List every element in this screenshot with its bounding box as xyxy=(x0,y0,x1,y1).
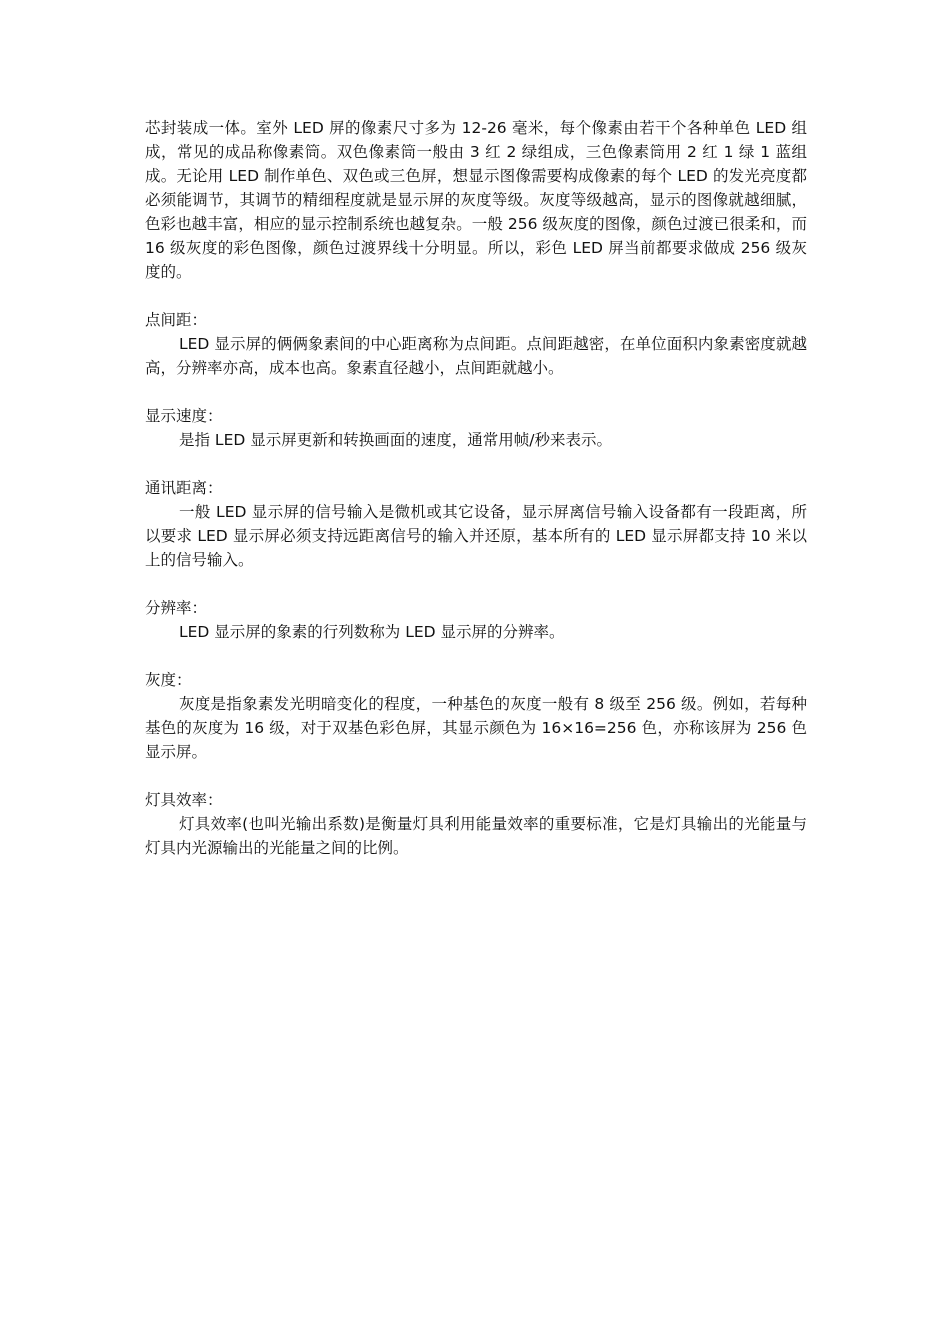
section-dot-pitch xyxy=(145,308,807,380)
section-body: LED 显示屏的俩俩象素间的中心距离称为点间距。点间距越密，在单位面积内象素密度就越高，分辨率亦高，成本也高。象素直径越小，点间距就越小。 xyxy=(145,335,807,377)
section-body: 灯具效率(也叫光输出系数)是衡量灯具利用能量效率的重要标准，它是灯具输出的光能量与灯具内光源输出的光能量之间的比例。 xyxy=(145,815,807,857)
section-heading: 灰度： xyxy=(145,671,192,689)
section-heading: 显示速度： xyxy=(145,407,223,425)
section-communication-distance xyxy=(145,476,807,572)
section-display-speed xyxy=(145,404,807,452)
section-body: 灰度是指象素发光明暗变化的程度，一种基色的灰度一般有 8 级至 256 级。例如，若每种基色的灰度为 16 级，对于双基色彩色屏，其显示颜色为 16×16=256 色，亦称该屏为 256 色显示屏。 xyxy=(145,695,807,761)
intro-paragraph: 芯封装成一体。室外 LED 屏的像素尺寸多为 12-26 毫米，每个像素由若干个各种单色 LED 组成，常见的成品称像素筒。双色像素筒一般由 3 红 2 绿组成，三色像素筒用 2 红 1 绿 1 蓝组成。无论用 LED 制作单色、双色或三色屏，想显示图像需要构成像素的每个 LED 的发光亮度都必须能调节，其调节的精细程度就是显示屏的灰度等级。灰度等级越高，显示的图像就越细腻，色彩也越丰富，相应的显示控制系统也越复杂。一般 256 级灰度的图像，颜色过渡已很柔和，而 16 级灰度的彩色图像，颜色过渡界线十分明显。所以，彩色 LED 屏当前都要求做成 256 级灰度的。 xyxy=(145,119,807,281)
section-luminaire-efficiency xyxy=(145,788,807,860)
section-body: LED 显示屏的象素的行列数称为 LED 显示屏的分辨率。 xyxy=(179,623,565,641)
section-resolution xyxy=(145,596,807,644)
section-heading: 灯具效率： xyxy=(145,791,223,809)
section-grayscale xyxy=(145,668,807,764)
document-content xyxy=(145,116,807,860)
section-heading: 通讯距离： xyxy=(145,479,223,497)
section-heading: 分辨率： xyxy=(145,599,208,617)
section-body: 是指 LED 显示屏更新和转换画面的速度，通常用帧/秒来表示。 xyxy=(179,431,612,449)
section-heading: 点间距： xyxy=(145,311,208,329)
section-body: 一般 LED 显示屏的信号输入是微机或其它设备，显示屏离信号输入设备都有一段距离，所以要求 LED 显示屏必须支持远距离信号的输入并还原，基本所有的 LED 显示屏都支持 10 米以上的信号输入。 xyxy=(145,503,807,569)
